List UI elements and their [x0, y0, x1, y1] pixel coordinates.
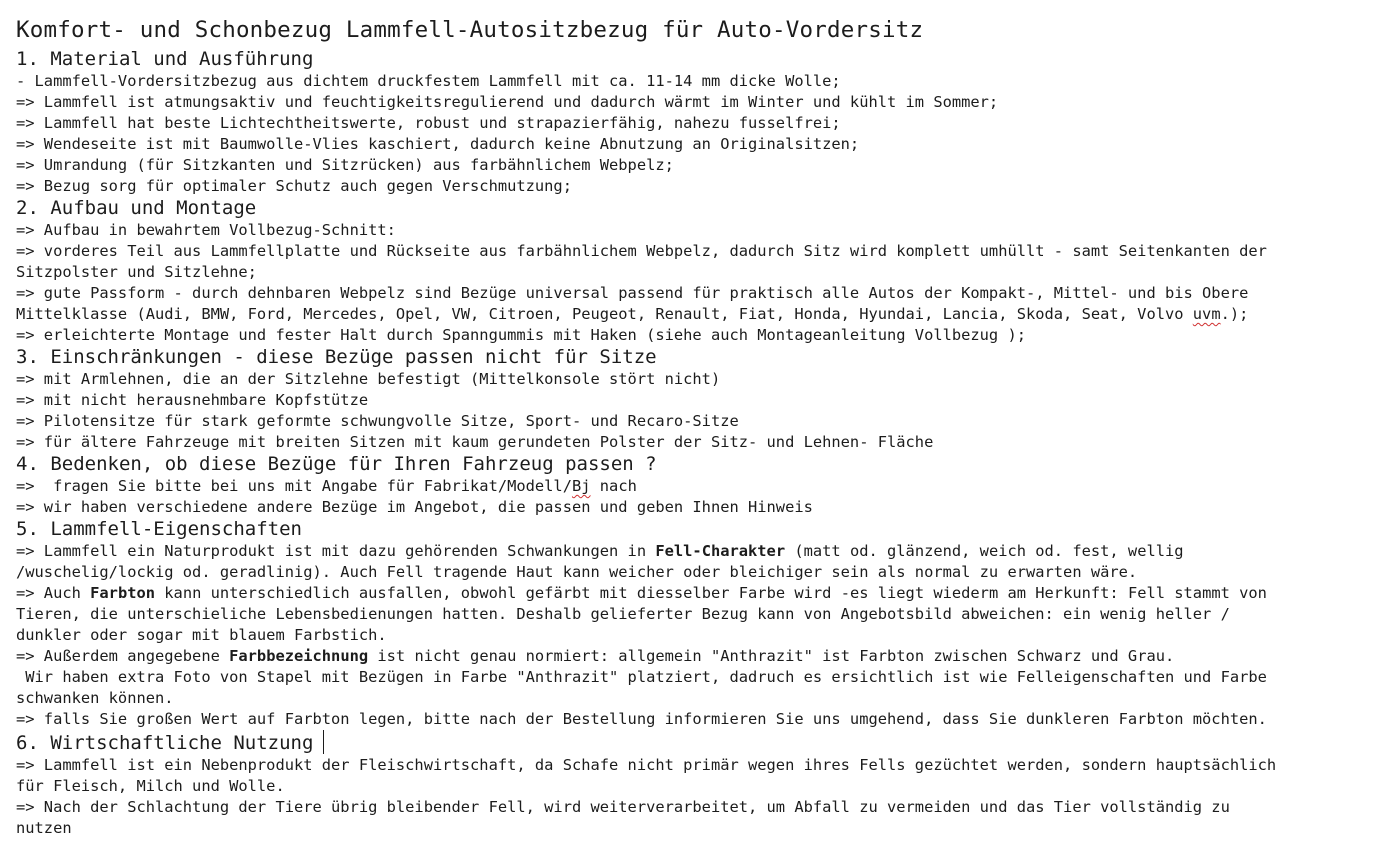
section-nutzung [16, 730, 1388, 839]
text-line [16, 541, 1388, 562]
text-line [16, 304, 1388, 325]
text-run: => fragen Sie bitte bei uns mit Angabe für Fabrikat/Modell/ [16, 477, 572, 495]
text-line: => Aufbau in bewahrtem Vollbezug-Schnitt: [16, 221, 396, 239]
text-line: => falls Sie großen Wert auf Farbton legen, bitte nach der Bestellung informieren Sie uns umgehend, dass Sie dunkleren Farbton möchten. [16, 710, 1267, 728]
text-line: Tieren, die unterschieliche Lebensbedienungen hatten. Deshalb gelieferter Bezug kann von Angebotsbild abweichen: ein wenig heller / [16, 605, 1230, 623]
text-line [16, 646, 1388, 667]
text-run: => Auch [16, 584, 91, 602]
text-line: /wuschelig/lockig od. geradlinig). Auch Fell tragende Haut kann weicher oder bleichiger sein als normal zu erwarten wäre. [16, 563, 1138, 581]
section-heading-einschraenkungen: 3. Einschränkungen - diese Bezüge passen nicht für Sitze [16, 346, 657, 368]
spellcheck-marked-word[interactable]: Bj [571, 477, 591, 495]
text-line: => Lammfell ist ein Nebenprodukt der Fleischwirtschaft, da Schafe nicht primär wegen ihres Fells gezüchtet werden, sondern hauptsächlich [16, 756, 1277, 774]
bold-term: Farbbezeichnung [229, 647, 369, 665]
text-line: => Umrandung (für Sitzkanten und Sitzrücken) aus farbähnlichem Webpelz; [16, 156, 674, 174]
text-line [16, 583, 1388, 604]
text-line: => wir haben verschiedene andere Bezüge im Angebot, die passen und geben Ihnen Hinweis [16, 498, 813, 516]
text-line: => gute Passform - durch dehnbaren Webpelz sind Bezüge universal passend für praktisch alle Autos der Kompakt-, Mittel- und bis Obere [16, 284, 1249, 302]
text-line: => für ältere Fahrzeuge mit breiten Sitzen mit kaum gerundeten Polster der Sitz- und Lehnen- Fläche [16, 433, 934, 451]
text-run: => Lammfell ein Naturprodukt ist mit dazu gehörenden Schwankungen in [16, 542, 656, 560]
text-line: => mit nicht herausnehmbare Kopfstütze [16, 391, 369, 409]
text-line: => Bezug sorg für optimaler Schutz auch gegen Verschmutzung; [16, 177, 572, 195]
text-line: => mit Armlehnen, die an der Sitzlehne befestigt (Mittelkonsole stört nicht) [16, 370, 721, 388]
text-line: dunkler oder sogar mit blauem Farbstich. [16, 626, 387, 644]
section-heading-eigenschaften: 5. Lammfell-Eigenschaften [16, 518, 302, 540]
section-heading-bedenken: 4. Bedenken, ob diese Bezüge für Ihren Fahrzeug passen ? [16, 453, 657, 475]
text-line: => Wendeseite ist mit Baumwolle-Vlies kaschiert, dadurch keine Abnutzung an Originalsitzen; [16, 135, 860, 153]
text-run: Mittelklasse (Audi, BMW, Ford, Mercedes, Opel, VW, Citroen, Peugeot, Renault, Fiat, Honda, Hyundai, Lancia, Skoda, Seat, Volvo [16, 305, 1193, 323]
section-einschraenkungen [16, 346, 1388, 453]
document-title: Komfort- und Schonbezug Lammfell-Autositzbezug für Auto-Vordersitz [16, 17, 924, 43]
spellcheck-marked-word[interactable]: uvm [1192, 305, 1221, 323]
text-line: für Fleisch, Milch und Wolle. [16, 777, 285, 795]
section-heading-material: 1. Material und Ausführung [16, 48, 314, 70]
text-line: schwanken können. [16, 689, 174, 707]
bold-term: Fell-Charakter [655, 542, 786, 560]
text-line: => Nach der Schlachtung der Tiere übrig bleibender Fell, wird weiterverarbeitet, um Abfall zu vermeiden und das Tier vollständig zu [16, 798, 1230, 816]
text-run: kann unterschiedlich ausfallen, obwohl gefärbt mit diesselber Farbe wird -es liegt wiederm am Herkunft: Fell stammt von [155, 584, 1267, 602]
text-line: - Lammfell-Vordersitzbezug aus dichtem druckfestem Lammfell mit ca. 11-14 mm dicke Wolle; [16, 72, 841, 90]
bold-term: Farbton [90, 584, 156, 602]
section-material [16, 48, 1388, 197]
text-line: => Lammfell hat beste Lichtechtheitswerte, robust und strapazierfähig, nahezu fusselfrei; [16, 114, 841, 132]
section-bedenken [16, 453, 1388, 518]
text-line: => vorderes Teil aus Lammfellplatte und Rückseite aus farbähnlichem Webpelz, dadurch Sitz wird komplett umhüllt - samt Seitenkanten der [16, 242, 1267, 260]
text-run: ist nicht genau normiert: allgemein "Anthrazit" ist Farbton zwischen Schwarz und Grau. [368, 647, 1175, 665]
heading-text: 6. Wirtschaftliche Nutzung [16, 732, 314, 754]
document-editor[interactable] [16, 12, 1388, 839]
text-line: => Pilotensitze für stark geformte schwungvolle Sitze, Sport- und Recaro-Sitze [16, 412, 739, 430]
section-aufbau [16, 197, 1388, 346]
text-line: nutzen [16, 819, 72, 837]
text-run: => Außerdem angegebene [16, 647, 230, 665]
text-cursor [323, 730, 324, 754]
text-run: nach [590, 477, 637, 495]
text-line: => erleichterte Montage und fester Halt durch Spanngummis mit Haken (siehe auch Montageanleitung Vollbezug ); [16, 326, 1026, 344]
text-line: Sitzpolster und Sitzlehne; [16, 263, 257, 281]
text-line: => Lammfell ist atmungsaktiv und feuchtigkeitsregulierend und dadurch wärmt im Winter und kühlt im Sommer; [16, 93, 999, 111]
section-eigenschaften [16, 518, 1388, 730]
text-line: Wir haben extra Foto von Stapel mit Bezügen in Farbe "Anthrazit" platziert, dadruch es ersichtlich ist wie Felleigenschaften und Farbe [16, 668, 1267, 686]
section-heading-nutzung [16, 730, 1388, 755]
section-heading-aufbau: 2. Aufbau und Montage [16, 197, 257, 219]
text-line [16, 476, 1388, 497]
text-run: .); [1220, 305, 1249, 323]
text-run: (matt od. glänzend, weich od. fest, wellig [785, 542, 1184, 560]
